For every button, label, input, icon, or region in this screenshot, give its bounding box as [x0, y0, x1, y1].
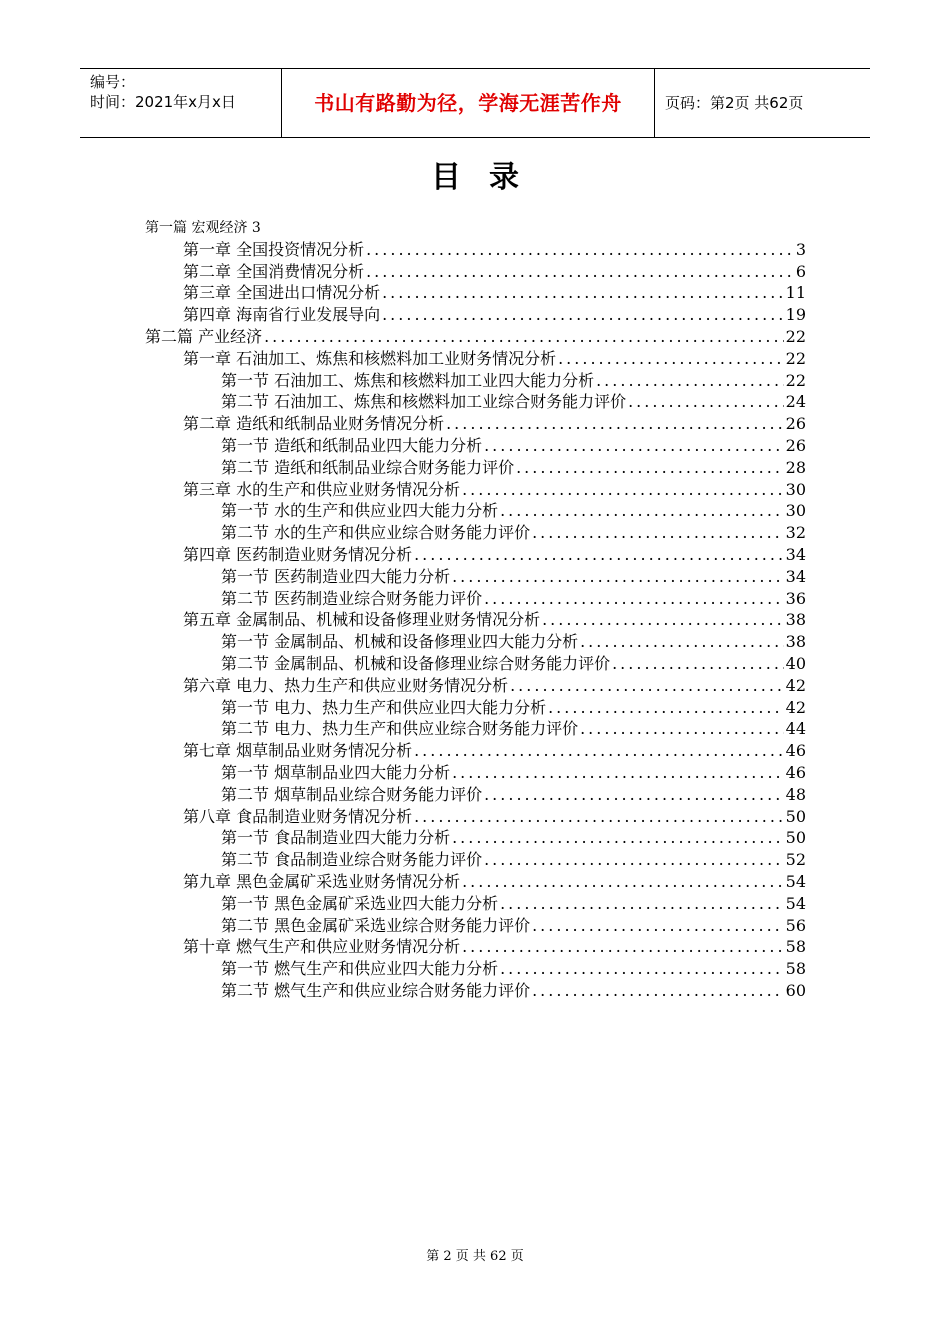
toc-dot-leader	[500, 893, 784, 915]
toc-entry[interactable]	[221, 457, 806, 479]
toc-dot-leader	[462, 479, 784, 501]
toc-entry-title: 第二篇 产业经济	[145, 327, 263, 346]
date-text: 时间：2021年x月x日	[90, 93, 236, 111]
toc-entry-page: 48	[785, 784, 806, 804]
toc-dot-leader	[516, 457, 784, 479]
toc-entry-page: 28	[785, 457, 806, 477]
toc-entry-page: 60	[785, 981, 806, 1000]
toc-entry-page: 26	[785, 436, 806, 455]
toc-entry[interactable]	[183, 609, 806, 631]
toc-entry-page: 58	[785, 937, 806, 957]
toc-entry[interactable]	[221, 566, 806, 588]
toc-entry[interactable]	[221, 849, 806, 871]
toc-dot-leader	[510, 675, 784, 697]
toc-entry-page: 46	[785, 763, 806, 782]
toc-dot-leader	[452, 762, 784, 784]
toc-entry-page: 19	[785, 305, 806, 325]
header-info-cell	[80, 69, 282, 137]
toc-dot-leader	[462, 871, 784, 893]
toc-entry-page: 34	[785, 545, 806, 564]
toc-dot-leader	[366, 261, 794, 283]
toc-entry-title: 第一节 黑色金属矿采选业四大能力分析	[221, 893, 499, 913]
toc-entry-page: 44	[785, 719, 806, 739]
toc-entry-page: 42	[785, 675, 806, 695]
toc-dot-leader	[612, 653, 784, 675]
toc-entry-title: 第一篇 宏观经济 3	[145, 220, 261, 236]
toc-entry-title: 第六章 电力、热力生产和供应业财务情况分析	[183, 675, 509, 695]
toc-entry-title: 第九章 黑色金属矿采选业财务情况分析	[183, 872, 461, 891]
toc-dot-leader	[532, 522, 784, 544]
toc-entry-title: 第二节 金属制品、机械和设备修理业综合财务能力评价	[221, 654, 611, 673]
toc-entry-page: 24	[785, 392, 806, 412]
toc-dot-leader	[500, 500, 784, 522]
toc-entry[interactable]	[221, 784, 806, 806]
toc-entry-page: 50	[785, 828, 806, 848]
toc-dot-leader	[532, 915, 784, 937]
toc-entry-title: 第十章 燃气生产和供应业财务情况分析	[183, 937, 461, 957]
toc-entry[interactable]	[221, 588, 806, 610]
toc-entry[interactable]	[183, 261, 806, 283]
toc-entry-page: 3	[795, 239, 806, 259]
toc-entry[interactable]	[221, 370, 806, 392]
toc-entry[interactable]	[221, 697, 806, 719]
toc-entry-page: 56	[785, 915, 806, 935]
toc-entry-page: 30	[785, 479, 806, 499]
toc-entry[interactable]	[221, 718, 806, 740]
toc-entry[interactable]	[183, 348, 806, 370]
toc-entry[interactable]	[221, 893, 806, 915]
toc-entry-page: 36	[785, 588, 806, 608]
toc-entry-title: 第二章 造纸和纸制品业财务情况分析	[183, 414, 445, 434]
toc-dot-leader	[628, 391, 784, 413]
toc-entry[interactable]	[221, 435, 806, 457]
toc-dot-leader	[414, 806, 784, 828]
toc-entry[interactable]	[183, 282, 806, 304]
toc-entry-title: 第四章 海南省行业发展导向	[183, 305, 381, 325]
toc-dot-leader	[548, 697, 784, 719]
toc-dot-leader	[366, 239, 794, 261]
toc-entry[interactable]	[145, 326, 806, 348]
toc-entry-page: 30	[785, 501, 806, 521]
toc-entry[interactable]	[221, 827, 806, 849]
toc-entry-title: 第一节 食品制造业四大能力分析	[221, 828, 451, 848]
toc-entry[interactable]	[221, 391, 806, 413]
header-page-number: 页码：第2页 共62页	[665, 94, 804, 112]
toc-entry-page: 26	[785, 414, 806, 434]
toc-dot-leader	[484, 849, 784, 871]
toc-entry-title: 第二节 造纸和纸制品业综合财务能力评价	[221, 457, 515, 477]
toc-dot-leader	[558, 348, 784, 370]
toc-entry-page: 46	[785, 741, 806, 761]
toc-entry-page: 22	[785, 348, 806, 368]
toc-dot-leader	[452, 566, 784, 588]
toc-entry-title: 第二节 燃气生产和供应业综合财务能力评价	[221, 981, 531, 1000]
toc-entry-page: 50	[785, 806, 806, 826]
toc-entry-page: 11	[785, 283, 806, 303]
toc-dot-leader	[484, 588, 784, 610]
toc-entry[interactable]	[221, 500, 806, 522]
toc-entry-title: 第一章 全国投资情况分析	[183, 239, 365, 259]
toc-entry[interactable]	[221, 958, 806, 980]
toc-entry[interactable]	[221, 980, 806, 1002]
motto-text: 书山有路勤为径，学海无涯苦作舟	[314, 91, 622, 115]
toc-entry-page: 34	[785, 566, 806, 586]
toc-entry-title: 第七章 烟草制品业财务情况分析	[183, 741, 413, 761]
toc-dot-leader	[446, 413, 784, 435]
toc-entry[interactable]	[221, 915, 806, 937]
toc-entry-title: 第一节 造纸和纸制品业四大能力分析	[221, 436, 483, 455]
toc-entry-page: 32	[785, 523, 806, 543]
toc-dot-leader	[500, 958, 784, 980]
toc-dot-leader	[382, 304, 784, 326]
toc-entry-page: 22	[785, 370, 806, 390]
toc-dot-leader	[382, 282, 784, 304]
toc-dot-leader	[264, 326, 784, 348]
toc-entry[interactable]	[183, 304, 806, 326]
header-motto-cell	[282, 69, 655, 137]
toc-entry-title: 第一节 烟草制品业四大能力分析	[221, 763, 451, 782]
toc-entry[interactable]	[183, 239, 806, 261]
toc-entry-page: 42	[785, 697, 806, 717]
toc-dot-leader	[580, 631, 784, 653]
toc-entry-title: 第一节 医药制造业四大能力分析	[221, 566, 451, 586]
toc-entry-title: 第二章 全国消费情况分析	[183, 261, 365, 281]
toc-entry-page: 38	[785, 610, 806, 630]
toc-entry-title: 第一节 金属制品、机械和设备修理业四大能力分析	[221, 632, 579, 652]
toc-entry[interactable]	[145, 217, 806, 239]
toc-entry-page: 54	[785, 872, 806, 891]
toc-entry-title: 第二节 烟草制品业综合财务能力评价	[221, 784, 483, 804]
toc-entry-title: 第一节 燃气生产和供应业四大能力分析	[221, 959, 499, 979]
toc-entry-title: 第八章 食品制造业财务情况分析	[183, 806, 413, 826]
toc-entry[interactable]	[183, 936, 806, 958]
page-title: 目录	[431, 160, 547, 195]
toc-entry-title: 第一节 石油加工、炼焦和核燃料加工业四大能力分析	[221, 370, 595, 390]
toc-entry[interactable]	[183, 740, 806, 762]
toc-entry[interactable]	[221, 522, 806, 544]
toc-entry-title: 第二节 食品制造业综合财务能力评价	[221, 850, 483, 870]
toc-entry-title: 第二节 石油加工、炼焦和核燃料加工业综合财务能力评价	[221, 392, 627, 412]
toc-dot-leader	[580, 718, 784, 740]
toc-entry-page: 40	[785, 654, 806, 673]
toc-entry-title: 第四章 医药制造业财务情况分析	[183, 545, 413, 564]
toc-entry-title: 第三章 水的生产和供应业财务情况分析	[183, 479, 461, 499]
toc-entry-title: 第二节 水的生产和供应业综合财务能力评价	[221, 523, 531, 543]
toc-entry[interactable]	[183, 544, 806, 566]
toc-entry[interactable]	[183, 675, 806, 697]
toc-entry-title: 第二节 医药制造业综合财务能力评价	[221, 588, 483, 608]
header-page-cell	[655, 69, 870, 137]
toc-entry-page: 6	[795, 261, 806, 281]
toc-entry[interactable]	[183, 479, 806, 501]
toc-entry-title: 第三章 全国进出口情况分析	[183, 283, 381, 303]
toc-entry[interactable]	[183, 806, 806, 828]
toc-dot-leader	[542, 609, 784, 631]
toc-dot-leader	[596, 370, 784, 392]
toc-dot-leader	[414, 740, 784, 762]
toc-entry-title: 第一节 电力、热力生产和供应业四大能力分析	[221, 697, 547, 717]
toc-entry-page: 54	[785, 893, 806, 913]
toc-entry-page: 52	[785, 850, 806, 870]
toc-entry[interactable]	[183, 871, 806, 893]
toc-dot-leader	[414, 544, 784, 566]
toc-dot-leader	[532, 980, 784, 1002]
toc-entry[interactable]	[183, 413, 806, 435]
toc-dot-leader	[484, 435, 784, 457]
toc-entry-title: 第二节 电力、热力生产和供应业综合财务能力评价	[221, 719, 579, 739]
toc-dot-leader	[484, 784, 784, 806]
toc-entry-page: 22	[785, 327, 806, 346]
toc-dot-leader	[452, 827, 784, 849]
toc-entry[interactable]	[221, 631, 806, 653]
serial-label: 编号：	[90, 73, 136, 91]
toc-entry-title: 第五章 金属制品、机械和设备修理业财务情况分析	[183, 610, 541, 630]
toc-entry-title: 第二节 黑色金属矿采选业综合财务能力评价	[221, 915, 531, 935]
toc-dot-leader	[462, 936, 784, 958]
toc-entry-page: 58	[785, 959, 806, 979]
toc-entry-page: 38	[785, 632, 806, 652]
page-header	[80, 68, 870, 138]
toc-entry-title: 第一章 石油加工、炼焦和核燃料加工业财务情况分析	[183, 348, 557, 368]
toc-entry[interactable]	[221, 653, 806, 675]
toc-entry-title: 第一节 水的生产和供应业四大能力分析	[221, 501, 499, 521]
toc-entry[interactable]	[221, 762, 806, 784]
page-footer: 第 2 页 共 62 页	[426, 1249, 524, 1264]
